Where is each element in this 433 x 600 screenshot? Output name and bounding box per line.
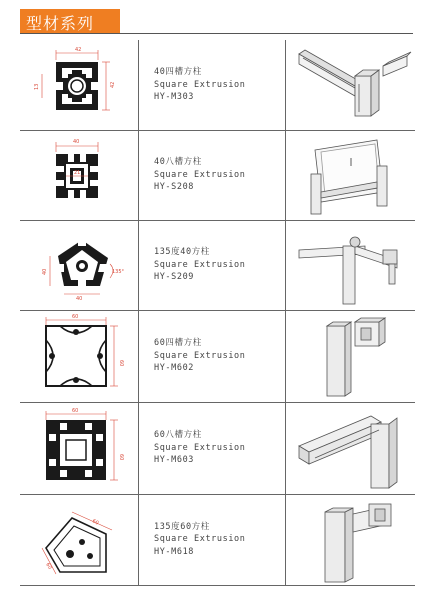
dimension-label: 40 [42,268,48,275]
profile-drawing [20,494,138,585]
profile-code: HY-M602 [154,363,195,374]
dimension-label: 60 [44,562,53,571]
dimension-label: 60 [72,408,79,414]
profile-drawing [20,220,138,310]
profile-section [46,420,106,480]
profile-code: HY-S209 [154,272,195,283]
application-illustration [285,310,415,402]
profile-description [154,40,289,130]
profile-name-cn: 135度60方柱 [154,521,210,532]
profile-code: HY-M618 [154,546,195,557]
table-row [20,310,415,403]
profile-code: HY-M603 [154,455,195,466]
dimension-label: 135° [112,269,125,275]
dimension-label: 60 [91,518,100,527]
table-row [20,220,415,311]
application-illustration [285,130,415,220]
table-row [20,130,415,221]
profile-name-en: Square Extrusion [154,169,246,180]
profile-name-en: Square Extrusion [154,79,246,90]
profile-drawing [20,130,138,220]
dimension-label: 40 [73,139,80,145]
dimension-label: 42 [75,47,82,53]
title-divider [20,33,413,34]
application-illustration [285,40,415,130]
profile-description [154,310,289,402]
page-title: 型材系列 [26,14,95,33]
dimension-label: 13 [34,83,40,90]
application-illustration [285,494,415,585]
dimension-label: 60 [118,360,124,367]
profile-name-cn: 60八槽方柱 [154,430,202,441]
profile-description [154,402,289,494]
profile-name-en: Square Extrusion [154,259,246,270]
profile-code: HY-S208 [154,182,195,193]
dimension-label: 42 [110,81,116,88]
application-illustration [285,402,415,494]
profile-section [46,326,106,386]
table-row [20,40,415,131]
profile-table [20,40,415,585]
profile-drawing [20,310,138,402]
profile-description [154,494,289,585]
profile-name-cn: 40八槽方柱 [154,157,202,168]
profile-section [58,240,108,286]
profile-name-cn: 40四槽方柱 [154,67,202,78]
dimension-label: 60 [118,454,124,461]
profile-name-en: Square Extrusion [154,442,246,453]
dimension-label: 21 [74,170,81,176]
table-row [20,494,415,586]
profile-name-cn: 60四槽方柱 [154,338,202,349]
profile-name-cn: 135度40方柱 [154,247,210,258]
profile-name-en: Square Extrusion [154,534,246,545]
application-illustration [285,220,415,310]
table-row [20,402,415,495]
dimension-label: 60 [72,314,79,320]
profile-description [154,220,289,310]
profile-drawing [20,40,138,130]
profile-description [154,130,289,220]
profile-name-en: Square Extrusion [154,350,246,361]
dimension-label: 40 [76,296,83,302]
profile-code: HY-M303 [154,92,195,103]
profile-drawing [20,402,138,494]
title-banner [20,9,120,33]
